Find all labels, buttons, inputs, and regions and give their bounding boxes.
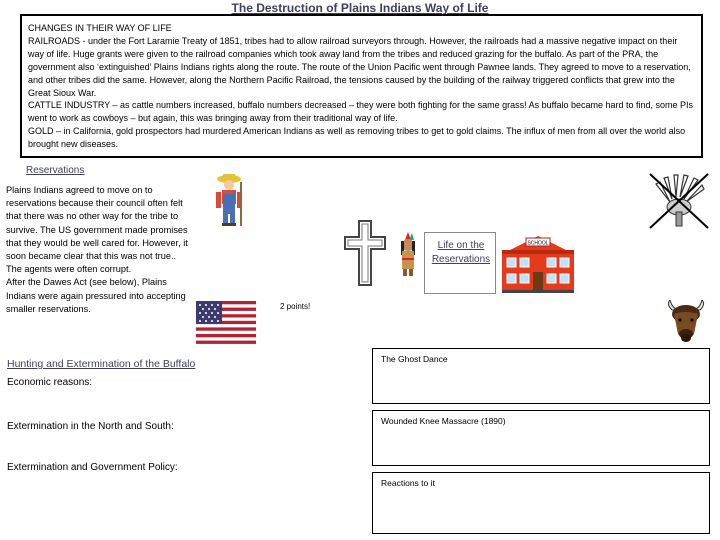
- reservations-para-2: After the Dawes Act (see below), Plains Indians were again pressured into accepting smaller reservations.: [6, 277, 186, 314]
- cross-icon: [343, 219, 387, 287]
- reservations-text: [6, 184, 190, 316]
- school-sign-text: SCHOOL: [527, 240, 549, 247]
- railroads-text: RAILROADS - under the Fort Laramie Treaty of 1851, tribes had to allow railroad surveyors through. However, the railroads had a massive negative impact on their way of life. Huge grants were given to the railroad companies which took away land from the tribes and reduced grazing for the buffalo. As part of the PRA, the government also ‘extinguished’ Plains Indians rights along the route. The route of the Union Pacific went through Pawnee lands. They agreed to move to a reservation, and other tribes did the same. However, along the Northern Pacific Railroad, the tensions caused by the building of the railway triggered conflicts that grew into the Great Sioux War.: [28, 35, 691, 98]
- reservations-heading: Reservations: [26, 165, 85, 176]
- school-building-image: [500, 234, 576, 294]
- page-title: The Destruction of Plains Indians Way of Life: [231, 1, 489, 15]
- ghost-dance-label: The Ghost Dance: [381, 354, 448, 364]
- cattle-text: CATTLE INDUSTRY – as cattle numbers increased, buffalo numbers decreased – they were both fighting for the same grass! As buffalo became hard to find, some PIs went to work as cowboys – but again, this was bringing away from their traditional way of life.: [28, 100, 694, 124]
- economic-reasons-label: Economic reasons:: [7, 377, 93, 388]
- farmer-image: [212, 172, 246, 228]
- native-child-image: [396, 232, 420, 278]
- wounded-knee-box: [372, 410, 710, 466]
- government-policy-label: Extermination and Government Policy:: [7, 462, 178, 473]
- reactions-box: [372, 472, 710, 534]
- wounded-knee-label: Wounded Knee Massacre (1890): [381, 416, 506, 426]
- ghost-dance-box: [372, 348, 710, 404]
- crossed-headdress-icon: [648, 172, 710, 230]
- gold-text: GOLD – in California, gold prospectors had murdered American Indians as well as removing tribes to get to gold claims. The influx of men from all over the world also brought new diseases.: [28, 126, 686, 150]
- changes-box: [20, 14, 703, 158]
- points-note: 2 points!: [280, 302, 311, 311]
- life-on-reservations-link[interactable]: Life on the Reservations: [431, 240, 491, 265]
- us-flag-image: [196, 301, 256, 344]
- hunting-heading: Hunting and Extermination of the Buffalo: [7, 358, 196, 370]
- reservations-para-1: Plains Indians agreed to move on to reservations because their council often felt that there was no other way for the tribe to survive. The US government made promises that they would be well cared for. However, it soon became clear that this was not true.. The agents were often corrupt.: [6, 185, 188, 275]
- reactions-label: Reactions to it: [381, 478, 435, 488]
- north-south-label: Extermination in the North and South:: [7, 421, 174, 432]
- changes-heading: CHANGES IN THEIR WAY OF LIFE: [28, 23, 172, 33]
- buffalo-head-image: [664, 300, 708, 344]
